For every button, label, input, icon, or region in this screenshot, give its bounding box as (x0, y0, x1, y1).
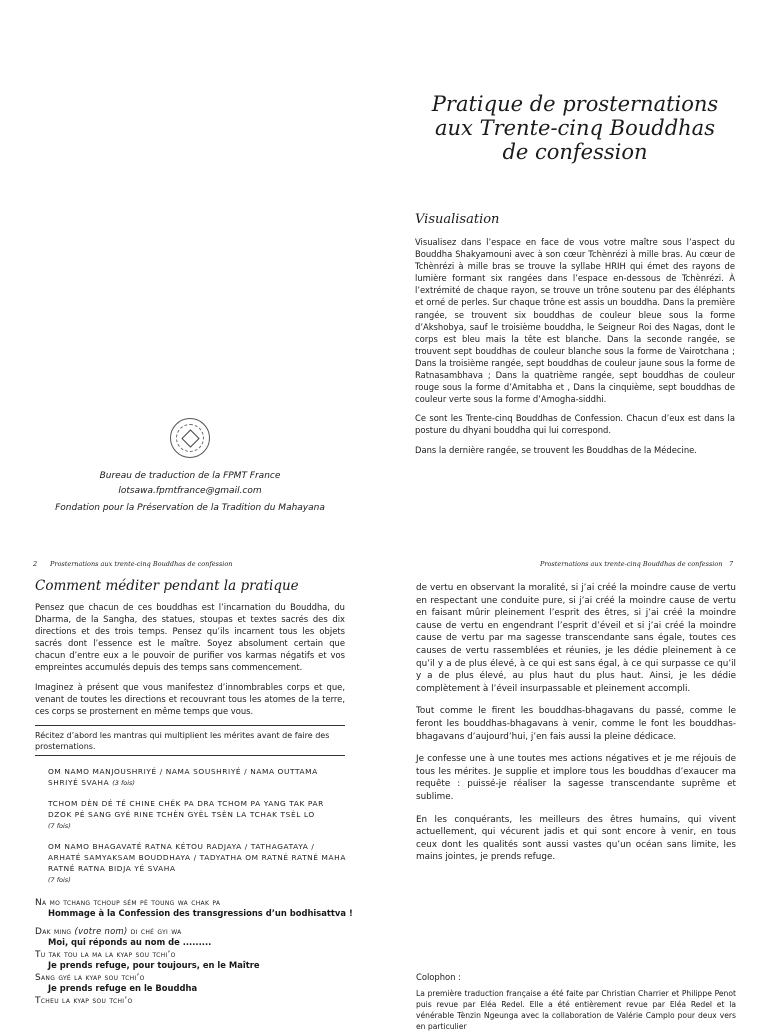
mantra (48, 841, 348, 886)
colophon-text: La première traduction française a été faite par Christian Charrier et Philippe Penot puis revue par Eléa Redel. Elle a été entièrement revue par Eléa Redel et la vénérable Tènzin Ngeunga avec la collaboration de Valérie Camplo pour deux vers en particulier (416, 989, 736, 1031)
colophon-heading: Colophon : (416, 972, 461, 982)
mantra-count: (3 fois) (112, 779, 135, 787)
dedication-paragraph: Je confesse une à une toutes mes actions négatives et je me réjouis de tous les mérites. Je supplie et implore tous les bouddhas d’exaucer ma requête : puissé-je réaliser la sagesse transcendante suprême et sublime. (416, 754, 736, 802)
prayer-block (35, 898, 355, 1006)
prayer-tibetan-part: di ché gyi wa (130, 927, 182, 937)
left-page-number: 2 (33, 560, 38, 568)
prayer-tibetan: Na mo tchang tchoup sém pè toung wa chak pa (35, 898, 221, 908)
title-line: Pratique de prosternations (431, 92, 719, 116)
mantra-block (48, 766, 348, 886)
dedication-paragraph: En les conquérants, les meilleurs des êtres humains, qui vivent actuellement, qui vécurent jadis et qui sont encore à venir, en tous ceux dont les qualités sont aussi vastes qu’un océan sans limite, les mains jointes, je prends refuge. (416, 814, 736, 863)
credits-email[interactable]: lotsawa.fpmtfrance@gmail.com (118, 486, 262, 496)
credits-office: Bureau de traduction de la FPMT France (99, 471, 281, 481)
meditation-heading: Comment méditer pendant la pratique (35, 578, 299, 594)
prayer-french: Je prends refuge, pour toujours, en le Maître (48, 960, 260, 970)
meditation-paragraph: Pensez que chacun de ces bouddhas est l’incarnation du Bouddha, du Dharma, de la Sangha, des statues, stoupas et textes sacrés des dix directions et des trois temps. Pensez qu’ils incarnent tous les objets sacrés dont l’essence est le maître. Soyez absolument certain que chacun d’entre eux a le pouvoir de purifier vos karmas négatifs et vos empreintes accumulés depuis des temps sans commencement. (35, 602, 345, 673)
visualisation-text (415, 236, 735, 463)
visualisation-paragraph: Visualisez dans l’espace en face de vous votre maître sous l’aspect du Bouddha Shakyamouni avec à son cœur Tchènrézi à mille bras. Au cœur de Tchènrézi à mille bras se trouve la syllabe HRIH qui émet des rayons de lumière formant six rangées dans l’espace en-dessous de Tchènrézi. À l’extrémité de chaque rayon, se trouve un trône soutenu par des éléphants et orné de perles. Sur chaque trône est assis un bouddha. Dans la première rangée, se trouvent six bouddhas de couleur bleue sous la forme d’Akshobya, sauf le troisième bouddha, le Seigneur Roi des Nagas, dont le corps est bleu mais la tête est blanche. Dans la seconde rangée, se trouvent sept bouddhas de couleur blanche sous la forme de Vairotchana ; Dans la troisième rangée, sept bouddhas de couleur jaune sous la forme de Ratnasambhava ; Dans la quatrième rangée, sept bouddhas de couleur rouge sous la forme d’Amitabha et , Dans la cinquième, sept bouddhas de couleur verte sous la forme d’Amogha-siddhi. (415, 237, 735, 405)
fpmt-seal-icon (170, 418, 210, 458)
divider-top (35, 725, 345, 726)
mantra (48, 798, 348, 832)
mantra-text: OM NAMO MANJOUSHRIYÉ / NAMA SOUSHRIYÉ / NAMA OUTTAMA SHRIYÉ SVAHA (48, 767, 318, 787)
mantra-text: TCHOM DÈN DÉ TÉ CHINE CHÉK PA DRA TCHOM PA YANG TAK PAR DZOK PÉ SANG GYÉ RINE TCHÈN GYÈL TSÈN LA TCHAK TSÈL LO (48, 799, 324, 819)
prayer-tibetan: Sang gyé la kyap sou tchi’o (35, 973, 145, 983)
prayer-tibetan: Tcheu la kyap sou tchi’o (35, 996, 133, 1006)
dedication-paragraph: Tout comme le firent les bouddhas-bhagavans du passé, comme le feront les bouddhas-bhagavans à venir, comme le font les bouddhas-bhagavans d’aujourd’hui, j’en fais aussi la pleine dédicace. (416, 706, 736, 742)
dedication-text (416, 582, 736, 874)
visualisation-paragraph: Dans la dernière rangée, se trouvent les Bouddhas de la Médecine. (415, 444, 697, 455)
mantra-count: (7 fois) (48, 876, 71, 884)
document-title (415, 92, 735, 164)
meditation-paragraph: Imaginez à présent que vous manifestez d’innombrables corps et que, venant de toutes les directions et recouvrant tous les atomes de la terre, ces corps se prosternent en même temps que vous. (35, 681, 345, 716)
left-running-head: Prosternations aux trente-cinq Bouddhas de confession (50, 560, 233, 568)
mantra-count: (7 fois) (48, 822, 71, 830)
visualisation-paragraph: Ce sont les Trente-cinq Bouddhas de Confession. Chacun d’eux est dans la posture du dhyani bouddha qui lui correspond. (415, 413, 735, 436)
credits (40, 470, 340, 517)
mantra (48, 766, 348, 789)
dedication-paragraph: de vertu en observant la moralité, si j’ai créé la moindre cause de vertu en respectant une conduite pure, si j’ai créé la moindre cause de vertu en faisant mûrir pleinement l’esprit des êtres, si j’ai créé la moindre cause de vertu en engendrant l’esprit d’éveil et si j’ai créé la moindre cause de vertu par ma sagesse transcendante sans égale, toutes ces causes de vertu rassemblées et réunies, je les dédie pleinement à ce qu’il y a de plus élevé, à ce qui est sans égal, à ce qui surpasse ce qu’il y a de plus élevé, au plus haut du plus haut. Ainsi, je les dédie complètement à l’éveil insurpassable et pleinement accompli. (416, 583, 736, 694)
prayer-french: Hommage à la Confession des transgressions d’un bodhisattva ! (48, 908, 353, 918)
name-placeholder: (votre nom) (74, 926, 128, 936)
prayer-tibetan: Tu tak tou la ma la kyap sou tchi’o (35, 950, 176, 960)
title-line: aux Trente-cinq Bouddhas (435, 116, 715, 140)
recite-instruction: Récitez d’abord les mantras qui multiplient les mérites avant de faire des prosternations. (35, 731, 330, 751)
right-page-number: 7 (729, 560, 734, 568)
right-running-head: Prosternations aux trente-cinq Bouddhas de confession (540, 560, 723, 568)
prayer-tibetan-part: Dak ming (35, 927, 72, 937)
meditation-text (35, 601, 345, 724)
prayer-tibetan (35, 926, 355, 937)
prayer-french: Je prends refuge en le Bouddha (48, 983, 198, 993)
title-line: de confession (502, 140, 648, 164)
mantra-text: OM NAMO BHAGAVATÉ RATNA KÉTOU RADJAYA / TATHAGATAYA / ARHATÉ SAMYAKSAM BOUDDHAYA / TADYATHA OM RATNÉ RATNÉ MAHA RATNÉ RATNA BIDJA YÉ SVAHA (48, 842, 346, 873)
divider-bottom (35, 755, 345, 756)
prayer-french: Moi, qui réponds au nom de ......... (48, 937, 212, 947)
visualisation-heading: Visualisation (415, 212, 500, 227)
credits-foundation: Fondation pour la Préservation de la Tradition du Mahayana (55, 503, 325, 513)
